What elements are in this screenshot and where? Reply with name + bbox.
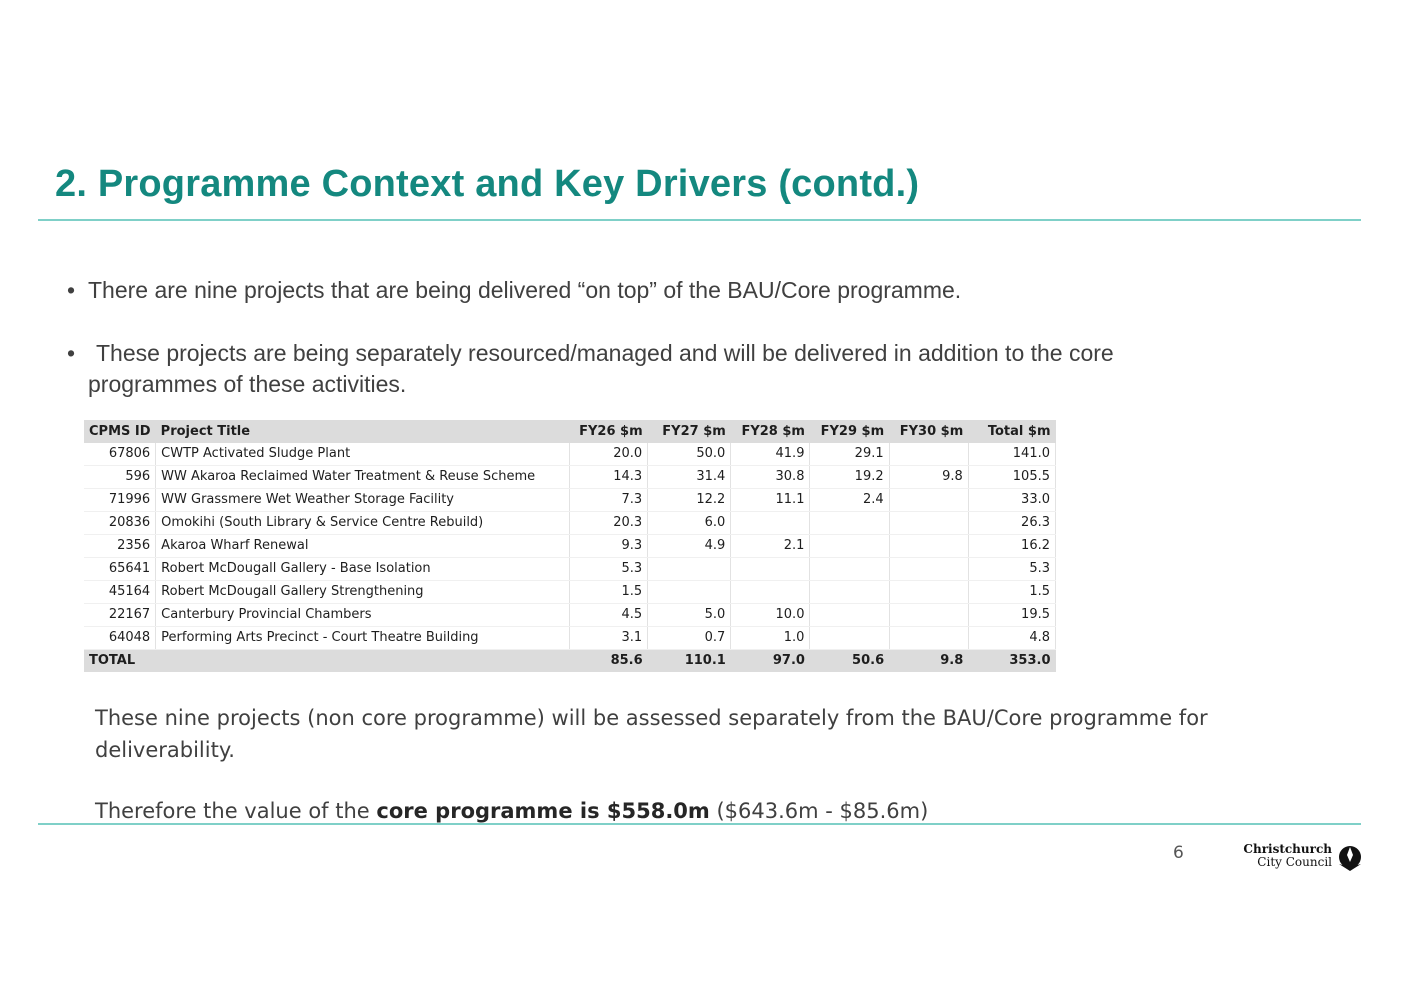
council-logo xyxy=(1243,842,1364,875)
logo-line1: Christchurch xyxy=(1243,842,1332,856)
cell-cpms-id: 596 xyxy=(84,466,156,489)
cell-fy29: 19.2 xyxy=(810,466,889,489)
cell-fy28: 10.0 xyxy=(731,604,810,627)
table-row xyxy=(84,512,1056,535)
cell-cpms-id: 22167 xyxy=(84,604,156,627)
cell-fy26: 3.1 xyxy=(570,627,648,650)
cell-fy30 xyxy=(889,512,968,535)
cell-fy27: 50.0 xyxy=(648,443,731,466)
assessment-note: These nine projects (non core programme) will be assessed separately from the BAU/Core programme for deliverability. xyxy=(95,706,1208,762)
bullet-marker: • xyxy=(67,340,76,366)
column-header-total: Total $m xyxy=(968,420,1055,443)
table-header-row xyxy=(84,420,1056,443)
total-fy30: 9.8 xyxy=(889,650,968,673)
cell-fy26: 14.3 xyxy=(570,466,648,489)
cell-fy28: 30.8 xyxy=(731,466,810,489)
table-row xyxy=(84,604,1056,627)
cell-fy30 xyxy=(889,443,968,466)
cell-fy28 xyxy=(731,558,810,581)
cell-fy30 xyxy=(889,535,968,558)
column-header-fy29: FY29 $m xyxy=(810,420,889,443)
cell-fy27: 5.0 xyxy=(648,604,731,627)
cell-fy26: 4.5 xyxy=(570,604,648,627)
cell-fy28: 41.9 xyxy=(731,443,810,466)
cell-cpms-id: 65641 xyxy=(84,558,156,581)
bullet-text: There are nine projects that are being delivered “on top” of the BAU/Core programme. xyxy=(88,277,962,303)
column-header-cpms-id: CPMS ID xyxy=(84,420,156,443)
cathedral-logo-icon xyxy=(1336,844,1364,872)
cell-project-title: WW Akaroa Reclaimed Water Treatment & Reuse Scheme xyxy=(156,466,570,489)
column-header-fy30: FY30 $m xyxy=(889,420,968,443)
cell-fy27: 0.7 xyxy=(648,627,731,650)
cell-total: 141.0 xyxy=(968,443,1055,466)
cell-fy28: 2.1 xyxy=(731,535,810,558)
cell-project-title: Robert McDougall Gallery - Base Isolation xyxy=(156,558,570,581)
cell-fy28 xyxy=(731,512,810,535)
cell-fy27 xyxy=(648,581,731,604)
core-note-prefix: Therefore the value of the xyxy=(95,799,377,823)
footer-divider xyxy=(38,823,1361,825)
page-number: 6 xyxy=(1173,843,1184,863)
cell-project-title: Akaroa Wharf Renewal xyxy=(156,535,570,558)
cell-fy26: 1.5 xyxy=(570,581,648,604)
cell-fy26: 20.3 xyxy=(570,512,648,535)
column-header-fy27: FY27 $m xyxy=(648,420,731,443)
cell-fy30 xyxy=(889,489,968,512)
cell-fy30 xyxy=(889,604,968,627)
cell-cpms-id: 67806 xyxy=(84,443,156,466)
cell-total: 19.5 xyxy=(968,604,1055,627)
slide-title: 2. Programme Context and Key Drivers (contd.) xyxy=(55,163,920,205)
cell-fy27 xyxy=(648,558,731,581)
logo-line2: City Council xyxy=(1257,855,1332,869)
bullet-item xyxy=(67,338,1187,400)
cell-fy27: 6.0 xyxy=(648,512,731,535)
cell-fy30 xyxy=(889,558,968,581)
bullet-marker: • xyxy=(67,277,76,303)
cell-fy29 xyxy=(810,604,889,627)
table-row xyxy=(84,535,1056,558)
cell-project-title: CWTP Activated Sludge Plant xyxy=(156,443,570,466)
cell-cpms-id: 20836 xyxy=(84,512,156,535)
cell-fy26: 7.3 xyxy=(570,489,648,512)
total-fy27: 110.1 xyxy=(648,650,731,673)
total-label: TOTAL xyxy=(84,650,570,673)
total-fy26: 85.6 xyxy=(570,650,648,673)
cell-fy27: 12.2 xyxy=(648,489,731,512)
cell-total: 26.3 xyxy=(968,512,1055,535)
table-row xyxy=(84,627,1056,650)
cell-fy26: 20.0 xyxy=(570,443,648,466)
bullet-text: These projects are being separately resourced/managed and will be delivered in addition to the core programmes of these activities. xyxy=(88,340,1114,397)
cell-fy29 xyxy=(810,581,889,604)
cell-fy26: 9.3 xyxy=(570,535,648,558)
table-row xyxy=(84,443,1056,466)
cell-total: 1.5 xyxy=(968,581,1055,604)
cell-fy27: 31.4 xyxy=(648,466,731,489)
core-note-suffix: ($643.6m - $85.6m) xyxy=(709,799,929,823)
cell-fy30: 9.8 xyxy=(889,466,968,489)
table-row xyxy=(84,558,1056,581)
cell-project-title: Canterbury Provincial Chambers xyxy=(156,604,570,627)
total-sum: 353.0 xyxy=(968,650,1055,673)
cell-total: 5.3 xyxy=(968,558,1055,581)
cell-fy29 xyxy=(810,627,889,650)
column-header-fy26: FY26 $m xyxy=(570,420,648,443)
cell-project-title: Robert McDougall Gallery Strengthening xyxy=(156,581,570,604)
table-row xyxy=(84,489,1056,512)
cell-fy28: 11.1 xyxy=(731,489,810,512)
table-row xyxy=(84,581,1056,604)
cell-fy29: 29.1 xyxy=(810,443,889,466)
cell-project-title: Omokihi (South Library & Service Centre Rebuild) xyxy=(156,512,570,535)
cell-total: 105.5 xyxy=(968,466,1055,489)
cell-cpms-id: 64048 xyxy=(84,627,156,650)
table-row xyxy=(84,466,1056,489)
cell-fy27: 4.9 xyxy=(648,535,731,558)
cell-fy29 xyxy=(810,512,889,535)
bullet-item xyxy=(67,275,1187,306)
cell-fy28 xyxy=(731,581,810,604)
cell-total: 33.0 xyxy=(968,489,1055,512)
cell-cpms-id: 71996 xyxy=(84,489,156,512)
cell-cpms-id: 45164 xyxy=(84,581,156,604)
cell-fy30 xyxy=(889,581,968,604)
core-note-bold: core programme is $558.0m xyxy=(376,799,710,823)
projects-table xyxy=(84,420,1056,672)
total-fy28: 97.0 xyxy=(731,650,810,673)
cell-fy26: 5.3 xyxy=(570,558,648,581)
cell-total: 16.2 xyxy=(968,535,1055,558)
column-header-project-title: Project Title xyxy=(156,420,570,443)
column-header-fy28: FY28 $m xyxy=(731,420,810,443)
table-total-row xyxy=(84,650,1056,673)
title-divider xyxy=(38,219,1361,221)
cell-fy29 xyxy=(810,535,889,558)
cell-total: 4.8 xyxy=(968,627,1055,650)
cell-cpms-id: 2356 xyxy=(84,535,156,558)
cell-fy29: 2.4 xyxy=(810,489,889,512)
cell-fy28: 1.0 xyxy=(731,627,810,650)
cell-project-title: WW Grassmere Wet Weather Storage Facility xyxy=(156,489,570,512)
cell-fy30 xyxy=(889,627,968,650)
cell-fy29 xyxy=(810,558,889,581)
total-fy29: 50.6 xyxy=(810,650,889,673)
cell-project-title: Performing Arts Precinct - Court Theatre Building xyxy=(156,627,570,650)
